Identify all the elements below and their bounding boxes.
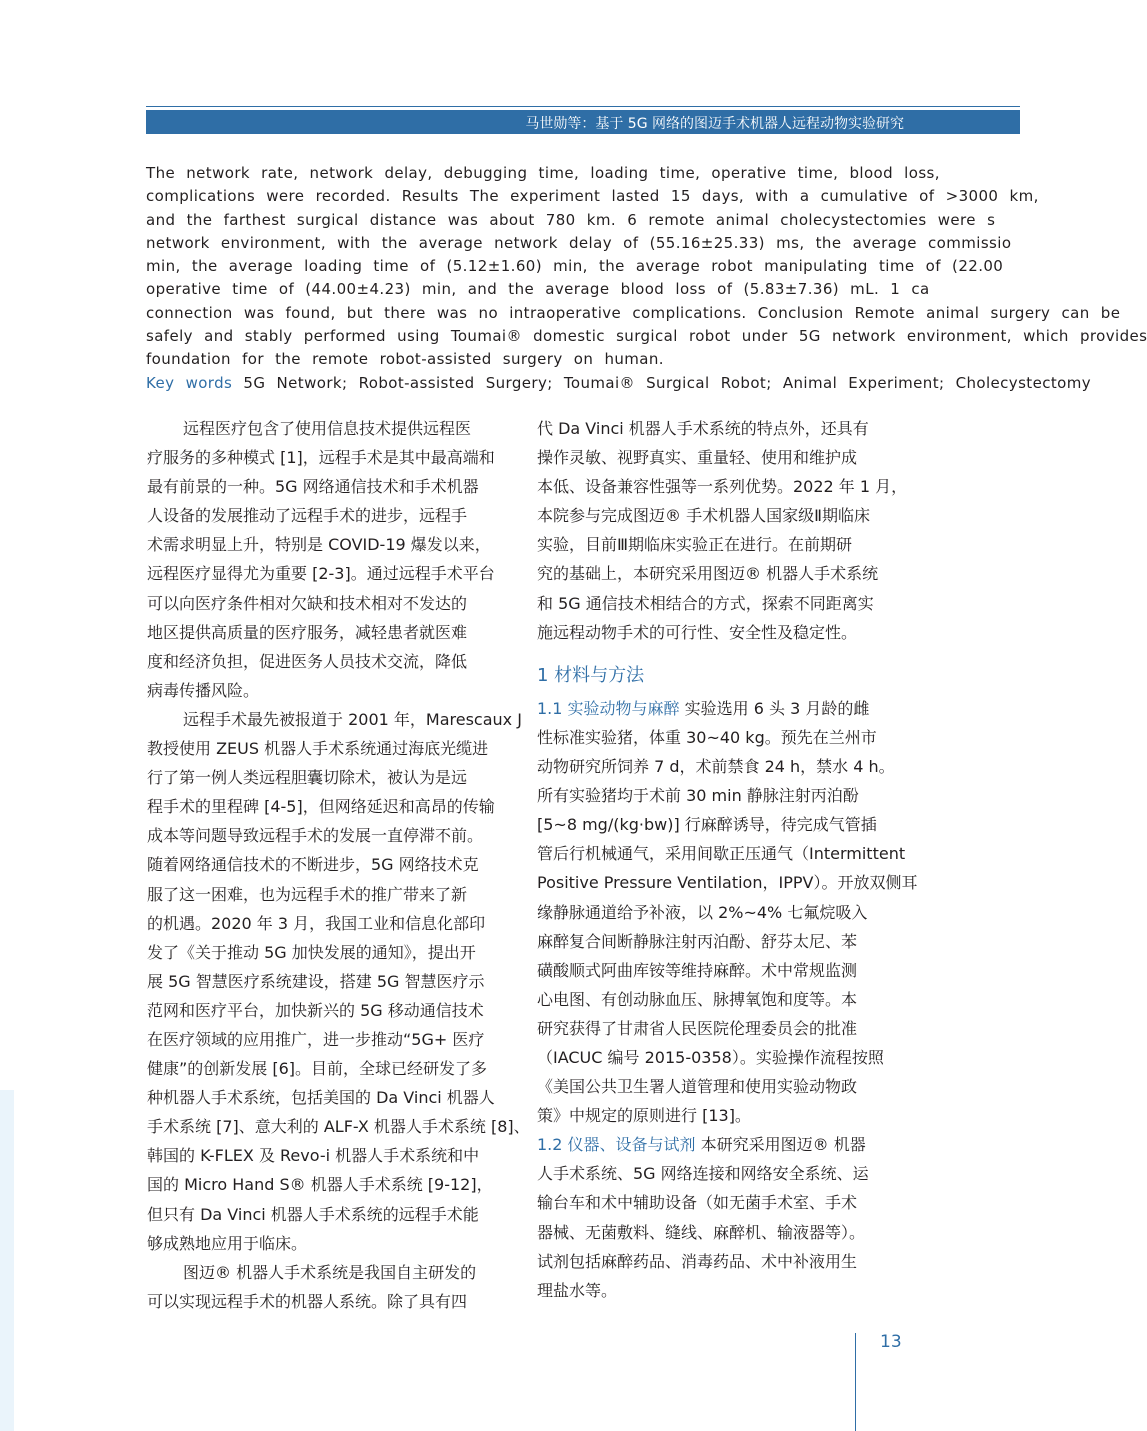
body-paragraph-line: 麻醉复合间断静脉注射丙泊酚、舒芬太尼、苯 [537,931,858,951]
body-paragraph-line: 发了《关于推动 5G 加快发展的通知》，提出开 [147,942,476,962]
body-paragraph-line: 输台车和术中辅助设备（如无菌手术室、手术 [537,1193,858,1213]
subsection-1-1-heading: 1.1 实验动物与麻醉 [537,698,680,718]
body-paragraph-line: 远程医疗包含了使用信息技术提供远程医 [183,419,472,438]
body-paragraph-line: 图迈® 机器人手术系统是我国自主研发的 [183,1262,477,1282]
body-paragraph-line: 教授使用 ZEUS 机器人手术系统通过海底光缆进 [147,739,489,759]
body-paragraph-line: 所有实验猪均于术前 30 min 静脉注射丙泊酚 [537,786,859,806]
body-paragraph-line: 国的 Micro Hand S® 机器人手术系统 [9-12]， [147,1175,493,1195]
abstract-line: and the farthest surgical distance was about 780 km. 6 remote animal cholecystectomies were s [146,210,996,229]
body-paragraph-line: 本院参与完成图迈® 手术机器人国家级Ⅱ期临床 [537,506,870,526]
body-paragraph-line: 健康”的创新发展 [6]。目前，全球已经研发了多 [147,1059,488,1079]
body-paragraph-line: 程手术的里程碑 [4-5]，但网络延迟和高昂的传输 [147,797,495,817]
subsection-1-2-lead: 本研究采用图迈® 机器 [700,1135,866,1155]
body-paragraph-line: 疗服务的多种模式 [1]，远程手术是其中最高端和 [147,448,495,468]
body-paragraph-line: 服了这一困难，也为远程手术的推广带来了新 [147,884,468,904]
body-paragraph-line: 最有前景的一种。5G 网络通信技术和手术机器 [147,477,479,497]
running-title: 马世勋等：基于 5G 网络的图迈手术机器人远程动物实验研究 [525,116,904,132]
intro-continuation [537,414,937,647]
body-paragraph-line: 在医疗领域的应用推广，进一步推动“5G+ 医疗 [147,1029,485,1049]
subsection-1-1-first-line [537,694,937,723]
body-paragraph-line: 手术系统 [7]、意大利的 ALF-X 机器人手术系统 [8]、 [147,1117,530,1137]
body-paragraph-line: 动物研究所饲养 7 d，术前禁食 24 h，禁水 4 h。 [537,757,895,777]
subsection-1-2-heading: 1.2 仪器、设备与试剂 [537,1135,696,1155]
body-paragraph-line: 本低、设备兼容性强等一系列优势。2022 年 1 月， [537,477,908,497]
page-number-rule [855,1333,856,1431]
page-number: 13 [880,1332,902,1352]
body-paragraph-line: Positive Pressure Ventilation，IPPV）。开放双侧耳 [537,873,918,893]
abstract-body [146,162,1147,372]
body-paragraph-line: 但只有 Da Vinci 机器人手术系统的远程手术能 [147,1204,479,1224]
body-paragraph-line: [5~8 mg/(kg·bw)] 行麻醉诱导，待完成气管插 [537,815,877,835]
body-paragraph-line: 实验，目前Ⅲ期临床实验正在进行。在前期研 [537,535,853,555]
body-paragraph-line: 缘静脉通道给予补液，以 2%~4% 七氟烷吸入 [537,902,868,922]
abstract-line: network environment, with the average network delay of (55.16±25.33) ms, the average commissio [146,233,1012,252]
body-paragraph-line: 策》中规定的原则进行 [13]。 [537,1106,751,1126]
body-paragraph-line: 器械、无菌敷料、缝线、麻醉机、输液器等）。 [537,1222,866,1242]
body-paragraph-line: 行了第一例人类远程胆囊切除术，被认为是远 [147,768,468,788]
abstract-line: safely and stably performed using Toumai® domestic surgical robot under 5G network environment, which provides [146,327,1147,346]
body-paragraph-line: 范网和医疗平台，加快新兴的 5G 移动通信技术 [147,1000,484,1020]
body-paragraph-line: 施远程动物手术的可行性、安全性及稳定性。 [537,622,858,642]
body-paragraph-line: 远程手术最先被报道于 2001 年，Marescaux J [183,709,522,729]
body-paragraph-line: 随着网络通信技术的不断进步，5G 网络技术克 [147,855,479,875]
body-paragraph-line: 人设备的发展推动了远程手术的进步，远程手 [147,506,468,526]
body-paragraph-line: 和 5G 通信技术相结合的方式，探索不同距离实 [537,593,874,613]
body-paragraph-line: 度和经济负担，促进医务人员技术交流，降低 [147,651,468,671]
body-paragraph-line: 管后行机械通气，采用间歇正压通气（Intermittent [537,844,906,864]
body-paragraph-line: 磺酸顺式阿曲库铵等维持麻醉。术中常规监测 [537,960,858,980]
body-paragraph-line: （IACUC 编号 2015-0358）。实验操作流程按照 [537,1047,884,1067]
subsection-1-2-first-line [537,1130,937,1159]
body-paragraph-line: 可以实现远程手术的机器人系统。除了具有四 [147,1291,468,1311]
abstract-line: complications were recorded. Results The experiment lasted 15 days, with a cumulative of >3000 km, [146,187,1039,206]
body-paragraph-line: 究的基础上，本研究采用图迈® 机器人手术系统 [537,564,879,584]
body-paragraph-line: 展 5G 智慧医疗系统建设，搭建 5G 智慧医疗示 [147,971,485,991]
abstract-line: connection was found, but there was no intraoperative complications. Conclusion Remote animal surgery can be [146,303,1121,322]
body-paragraph-line: 够成熟地应用于临床。 [147,1233,308,1253]
right-column [537,414,937,1305]
body-paragraph-line: 心电图、有创动脉血压、脉搏氧饱和度等。本 [537,989,858,1009]
body-paragraph-line: 研究获得了甘肃省人民医院伦理委员会的批准 [537,1018,858,1038]
body-paragraph-line: 理盐水等。 [537,1280,618,1300]
body-paragraph-line: 试剂包括麻醉药品、消毒药品、术中补液用生 [537,1251,858,1271]
left-column [147,414,532,1316]
keywords-label: Key words [146,373,233,392]
body-paragraph-line: 《美国公共卫生署人道管理和使用实验动物政 [537,1077,858,1097]
body-paragraph-line: 病毒传播风险。 [147,680,260,700]
body-paragraph-line: 性标准实验猪，体重 30~40 kg。预先在兰州市 [537,727,877,747]
body-paragraph-line: 地区提供高质量的医疗服务，减轻患者就医难 [147,622,468,642]
left-margin-rail [0,1090,14,1431]
body-paragraph-line: 人手术系统、5G 网络连接和网络安全系统、运 [537,1164,869,1184]
english-abstract [146,162,1147,395]
body-paragraph-line: 远程医疗显得尤为重要 [2-3]。通过远程手术平台 [147,564,495,584]
abstract-line: min, the average loading time of (5.12±1.60) min, the average robot manipulating time of (22.00 [146,257,1004,276]
keywords-text: 5G Network; Robot-assisted Surgery; Toumai® Surgical Robot; Animal Experiment; Cholecystectomy [243,373,1091,392]
body-paragraph-line: 操作灵敏、视野真实、重量轻、使用和维护成 [537,448,858,468]
body-paragraph-line: 代 Da Vinci 机器人手术系统的特点外，还具有 [537,419,869,438]
abstract-line: foundation for the remote robot-assisted surgery on human. [146,350,664,369]
body-paragraph-line: 的机遇。2020 年 3 月，我国工业和信息化部印 [147,913,486,933]
body-paragraph-line: 术需求明显上升，特别是 COVID-19 爆发以来， [147,535,491,555]
header-rule [146,106,1020,107]
keywords-line [146,372,1091,395]
section-heading: 1 材料与方法 [537,664,645,686]
subsection-1-1-lead: 实验选用 6 头 3 月龄的雌 [684,698,870,718]
subsection-1-1-body [537,723,937,1130]
body-paragraph-line: 韩国的 K-FLEX 及 Revo-i 机器人手术系统和中 [147,1146,480,1166]
body-paragraph-line: 成本等问题导致远程手术的发展一直停滞不前。 [147,826,484,846]
subsection-1-2-body [537,1159,937,1304]
abstract-line: operative time of (44.00±4.23) min, and the average blood loss of (5.83±7.36) mL. 1 ca [146,280,930,299]
body-paragraph-line: 可以向医疗条件相对欠缺和技术相对不发达的 [147,593,468,613]
running-header [146,110,1020,134]
body-paragraph-line: 种机器人手术系统，包括美国的 Da Vinci 机器人 [147,1088,495,1108]
abstract-line: The network rate, network delay, debugging time, loading time, operative time, blood loss, [146,164,940,182]
